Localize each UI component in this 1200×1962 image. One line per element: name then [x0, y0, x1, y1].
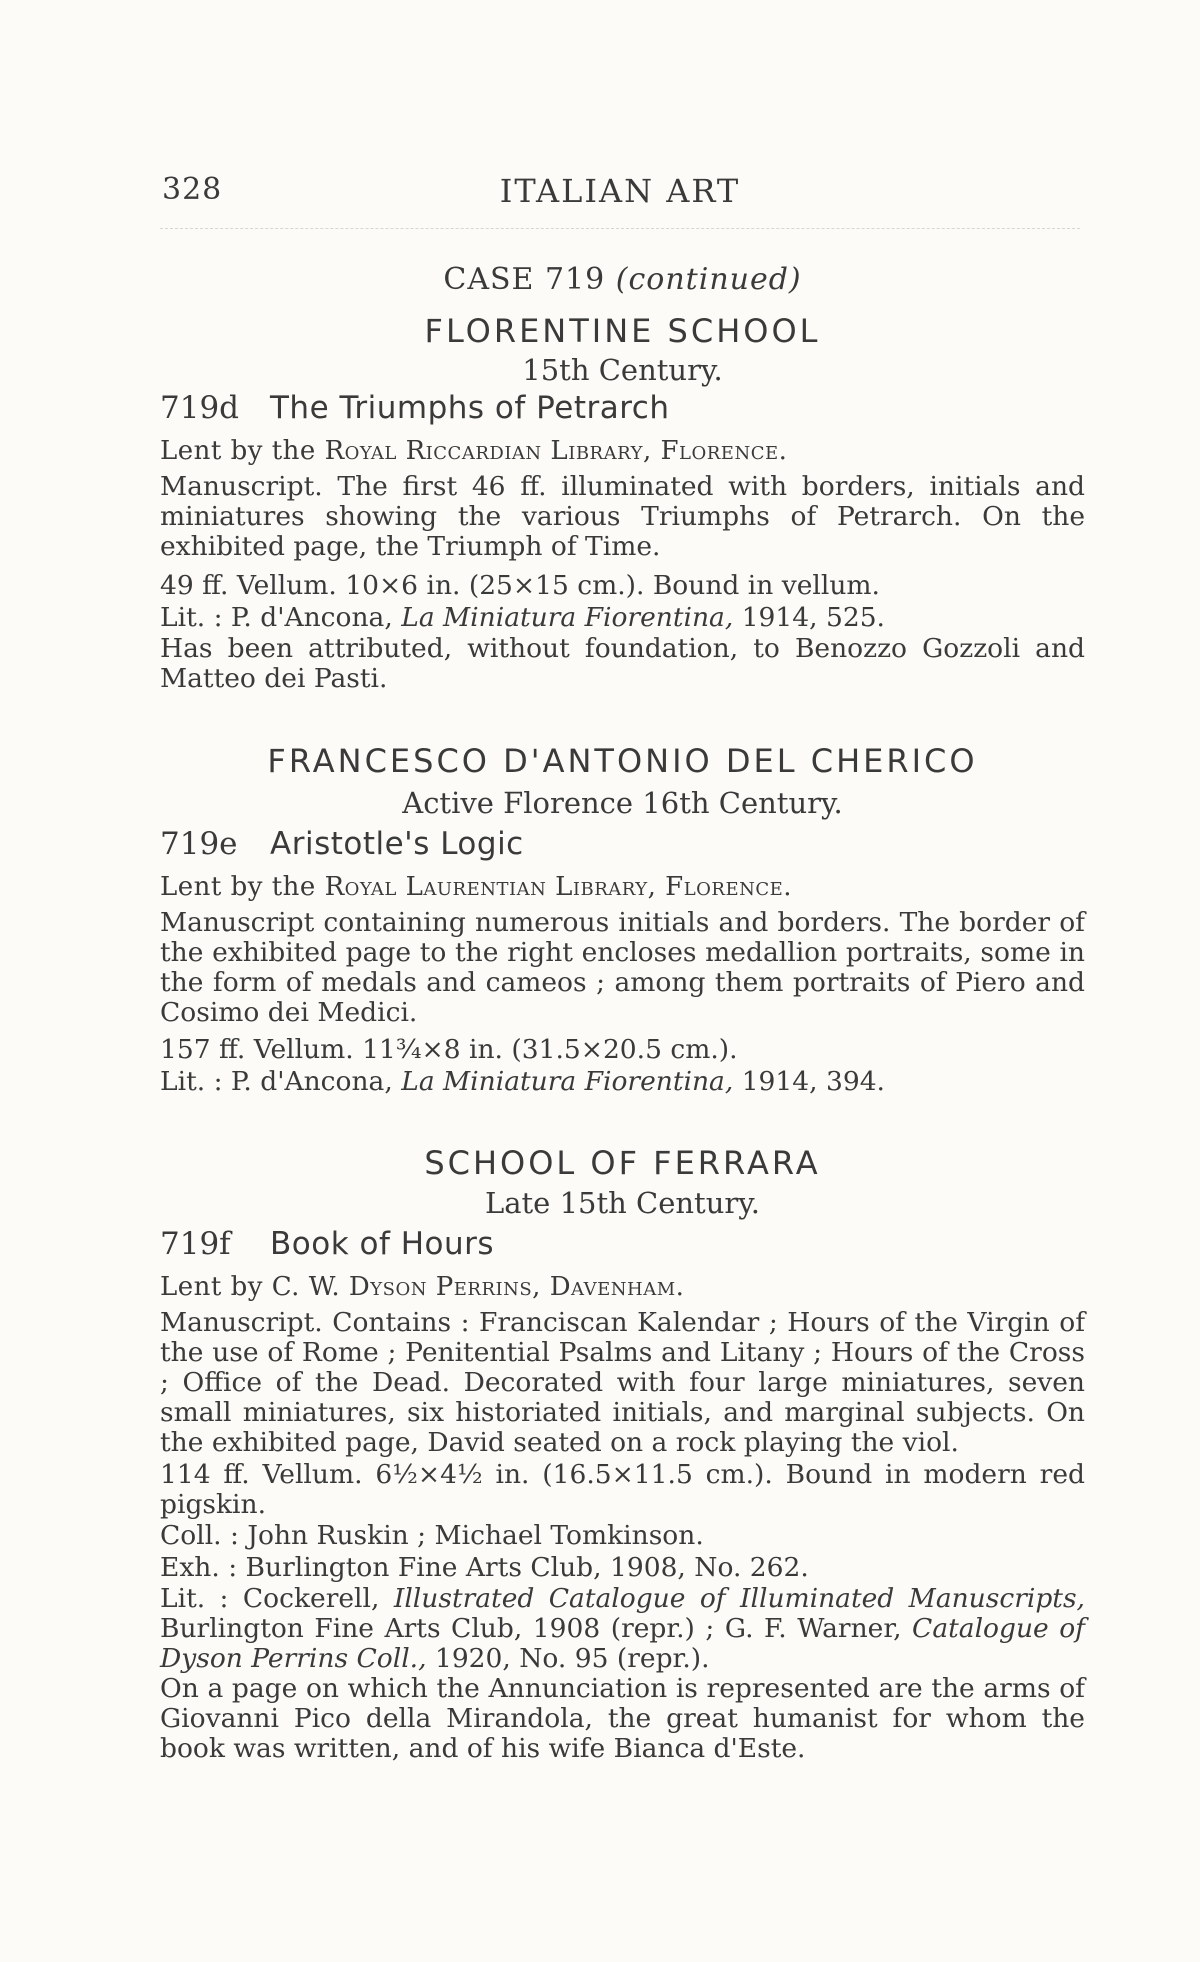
case-label: CASE 719	[443, 262, 606, 297]
lit-title: La Miniatura Fiorentina,	[401, 602, 734, 633]
lent-prefix: Lent by the	[160, 872, 316, 902]
lit-prefix: Lit. : Cockerell,	[160, 1583, 380, 1614]
school-heading: FLORENTINE SCHOOL	[424, 312, 821, 350]
lit-prefix: Lit. : P. d'Ancona,	[160, 602, 393, 633]
physical-description: 49 ff. Vellum. 10×6 in. (25×15 cm.). Bound in vellum.	[160, 570, 880, 601]
century-line: Late 15th Century.	[484, 1186, 760, 1220]
lent-prefix: Lent by	[160, 1272, 263, 1302]
catalogue-entry	[160, 820, 1085, 1098]
entry-title	[160, 826, 1085, 862]
lit-mid: Burlington Fine Arts Club, 1908 (repr.) ; G. F. Warner,	[160, 1613, 902, 1644]
entry-name: Book of Hours	[270, 1226, 495, 1262]
running-head: ITALIAN ART	[499, 172, 741, 210]
header-rule	[160, 228, 1080, 229]
entry-note: Has been attributed, without foundation, to Benozzo Gozzoli and Matteo dei Pasti.	[160, 633, 1085, 694]
entry-number: 719d	[160, 390, 240, 426]
lit-title-2: Catalogue of Dyson Perrins Coll.,	[160, 1613, 1085, 1674]
lit-title: La Miniatura Fiorentina,	[401, 1066, 734, 1097]
lit-suffix: 1914, 394.	[741, 1066, 885, 1097]
lender-name: Royal Riccardian Library, Florence.	[324, 436, 788, 466]
page-header	[160, 172, 1080, 216]
lender-line	[160, 436, 1085, 466]
exhibition-line: Exh. : Burlington Fine Arts Club, 1908, No. 262.	[160, 1552, 809, 1583]
entry-name: The Triumphs of Petrarch	[270, 390, 670, 426]
physical-description: 114 ff. Vellum. 6½×4½ in. (16.5×11.5 cm.). Bound in modern red pigskin.	[160, 1459, 1085, 1520]
lent-prefix: Lent by the	[160, 436, 316, 466]
catalogue-entry	[160, 1220, 1085, 1764]
lit-prefix: Lit. : P. d'Ancona,	[160, 1066, 393, 1097]
entry-note: On a page on which the Annunciation is represented are the arms of Giovanni Pico della Mirandola, the great humanist for whom the book was written, and of his wife Bianca d'Este.	[160, 1673, 1085, 1764]
lit-suffix: 1920, No. 95 (repr.).	[434, 1643, 710, 1674]
physical-description: 157 ff. Vellum. 11¾×8 in. (31.5×20.5 cm.).	[160, 1034, 738, 1065]
entry-name: Aristotle's Logic	[270, 826, 524, 862]
school-heading: SCHOOL OF FERRARA	[424, 1144, 821, 1182]
page-number: 328	[162, 172, 223, 207]
lit-title: Illustrated Catalogue of Illuminated Manuscripts,	[393, 1583, 1085, 1614]
lender-line	[160, 872, 1085, 902]
entry-title	[160, 1226, 1085, 1262]
literature-line	[160, 1066, 1085, 1098]
entry-title	[160, 390, 1085, 426]
entry-description: Manuscript containing numerous initials and borders. The border of the exhibited page to the right encloses medallion portraits, some in the form of medals and cameos ; among them portraits of Piero and Cosimo dei Medici.	[160, 907, 1085, 1028]
literature-line	[160, 1584, 1085, 1674]
collection-line: Coll. : John Ruskin ; Michael Tomkinson.	[160, 1520, 704, 1551]
century-line: 15th Century.	[522, 353, 723, 387]
lit-suffix: 1914, 525.	[741, 602, 885, 633]
century-line: Active Florence 16th Century.	[402, 786, 843, 820]
case-continued: (continued)	[615, 262, 802, 297]
entry-description: Manuscript. Contains : Franciscan Kalendar ; Hours of the Virgin of the use of Rome ; Penitential Psalms and Litany ; Hours of the Cross ; Office of the Dead. Decorated with four large miniatures, seven small miniatures, six historiated initials, and marginal subjects. On the exhibited page, David seated on a rock playing the viol.	[160, 1307, 1085, 1458]
entry-number: 719e	[160, 826, 238, 862]
entry-description: Manuscript. The first 46 ff. illuminated with borders, initials and miniatures showing the various Triumphs of Petrarch. On the exhibited page, the Triumph of Time.	[160, 471, 1085, 562]
catalogue-entry	[160, 384, 1085, 694]
case-heading	[160, 262, 1085, 297]
lender-name: C. W. Dyson Perrins, Davenham.	[271, 1272, 685, 1302]
literature-line	[160, 602, 1085, 634]
lender-line	[160, 1272, 1085, 1302]
lender-name: Royal Laurentian Library, Florence.	[324, 872, 793, 902]
entry-number: 719f	[160, 1226, 231, 1262]
school-heading: FRANCESCO D'ANTONIO DEL CHERICO	[267, 742, 978, 780]
